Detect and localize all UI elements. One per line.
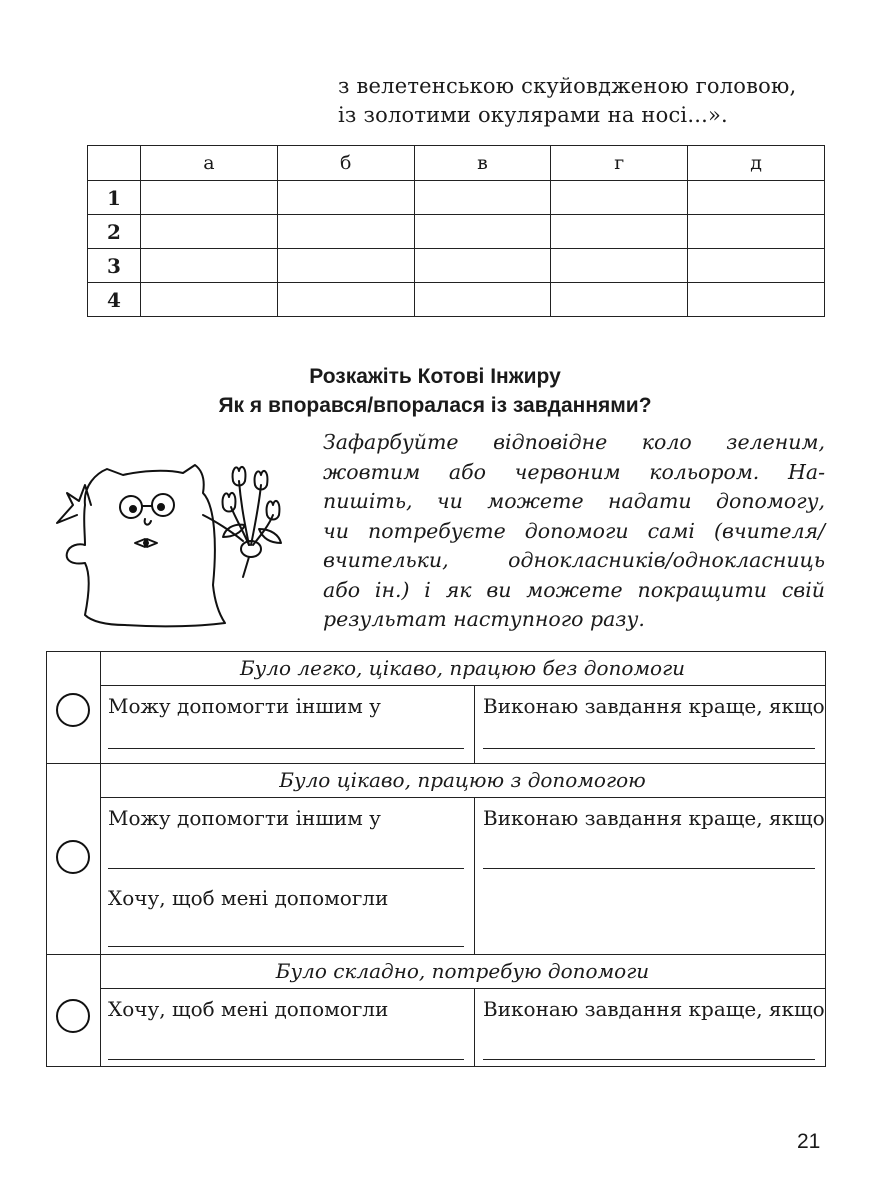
answer-cell[interactable] xyxy=(414,283,551,317)
answer-cell[interactable] xyxy=(277,181,414,215)
section-subtitle: Як я впорався/впоралася із завданнями? xyxy=(218,394,652,417)
answer-cell[interactable] xyxy=(141,283,278,317)
assessment-block-difficult xyxy=(47,954,825,1067)
answer-cell[interactable] xyxy=(688,249,825,283)
answer-cell[interactable] xyxy=(688,215,825,249)
answer-line[interactable] xyxy=(483,748,815,749)
improve-prompt: Виконаю завдання краще, якщо xyxy=(483,694,825,718)
instruction-line: результат наступного разу. xyxy=(323,607,645,631)
answer-cell[interactable] xyxy=(688,283,825,317)
answer-line[interactable] xyxy=(483,868,815,869)
column-header: а xyxy=(141,146,278,181)
instruction-line: чи потребуєте допомоги самі (вчителя/ xyxy=(323,518,825,543)
assessment-block-with-help xyxy=(47,763,825,955)
answer-grid-corner xyxy=(88,146,141,181)
answer-cell[interactable] xyxy=(277,215,414,249)
answer-cell[interactable] xyxy=(414,249,551,283)
quote-line-1: з велетенською скуйовдженою головою, xyxy=(338,74,797,98)
row-number: 3 xyxy=(88,249,141,283)
improve-cell xyxy=(475,686,825,763)
instruction-line: або ін.) і як ви можете покращити свій xyxy=(323,577,825,602)
page-number: 21 xyxy=(797,1130,821,1153)
instruction-line: Зафарбуйте відповідне коло зеленим, xyxy=(323,430,825,454)
assessment-caption: Було легко, цікаво, працюю без допомоги xyxy=(100,652,825,686)
answer-cell[interactable] xyxy=(414,215,551,249)
color-circle[interactable] xyxy=(56,693,90,727)
improve-prompt: Виконаю завдання краще, якщо xyxy=(483,997,825,1021)
answer-line[interactable] xyxy=(483,1059,815,1060)
improve-prompt: Виконаю завдання краще, якщо xyxy=(483,806,825,830)
instructions xyxy=(323,428,825,635)
quote-line-2: із золотими окулярами на носі...». xyxy=(338,103,728,127)
help-others-cell xyxy=(100,798,475,955)
circle-column xyxy=(47,652,101,763)
answer-cell[interactable] xyxy=(551,181,688,215)
answer-cell[interactable] xyxy=(414,181,551,215)
answer-cell[interactable] xyxy=(551,215,688,249)
answer-cell[interactable] xyxy=(688,181,825,215)
answer-line[interactable] xyxy=(108,748,464,749)
column-header: в xyxy=(414,146,551,181)
answer-cell[interactable] xyxy=(141,215,278,249)
self-assessment-table xyxy=(46,651,826,1067)
color-circle[interactable] xyxy=(56,840,90,874)
instruction-line: пишіть, чи можете надати допомогу, xyxy=(323,489,825,513)
answer-grid-row xyxy=(88,181,825,215)
answer-line[interactable] xyxy=(108,946,464,947)
assessment-caption: Було цікаво, працюю з допомогою xyxy=(100,764,825,798)
help-others-prompt: Можу допомогти іншим у xyxy=(108,694,381,718)
circle-column xyxy=(47,955,101,1067)
column-header: б xyxy=(277,146,414,181)
answer-cell[interactable] xyxy=(551,283,688,317)
instruction-line: вчительки, однокласників/однокласниць xyxy=(323,548,825,572)
answer-grid-header xyxy=(88,146,825,181)
answer-cell[interactable] xyxy=(141,181,278,215)
color-circle[interactable] xyxy=(56,999,90,1033)
want-help-cell xyxy=(100,989,475,1067)
answer-grid-row xyxy=(88,249,825,283)
answer-grid-row xyxy=(88,283,825,317)
instruction-line: жовтим або червоним кольором. На- xyxy=(323,459,825,484)
circle-column xyxy=(47,764,101,955)
help-others-prompt: Можу допомогти іншим у xyxy=(108,806,381,830)
assessment-caption: Було складно, потребую допомоги xyxy=(100,955,825,989)
answer-cell[interactable] xyxy=(551,249,688,283)
column-header: д xyxy=(688,146,825,181)
answer-cell[interactable] xyxy=(277,283,414,317)
help-others-cell xyxy=(100,686,475,763)
answer-grid-row xyxy=(88,215,825,249)
want-help-prompt: Хочу, щоб мені допомогли xyxy=(108,886,389,910)
improve-cell xyxy=(475,798,825,955)
row-number: 2 xyxy=(88,215,141,249)
row-number: 4 xyxy=(88,283,141,317)
quote-fragment xyxy=(338,72,796,130)
answer-line[interactable] xyxy=(108,1059,464,1060)
column-header: г xyxy=(551,146,688,181)
answer-cell[interactable] xyxy=(141,249,278,283)
answer-grid xyxy=(87,145,825,317)
section-title: Розкажіть Котові Інжиру xyxy=(309,365,561,388)
answer-line[interactable] xyxy=(108,868,464,869)
want-help-prompt: Хочу, щоб мені допомогли xyxy=(108,997,389,1021)
assessment-block-easy xyxy=(47,652,825,763)
row-number: 1 xyxy=(88,181,141,215)
improve-cell xyxy=(475,989,825,1067)
answer-cell[interactable] xyxy=(277,249,414,283)
cat-with-flowers-icon xyxy=(45,445,295,635)
